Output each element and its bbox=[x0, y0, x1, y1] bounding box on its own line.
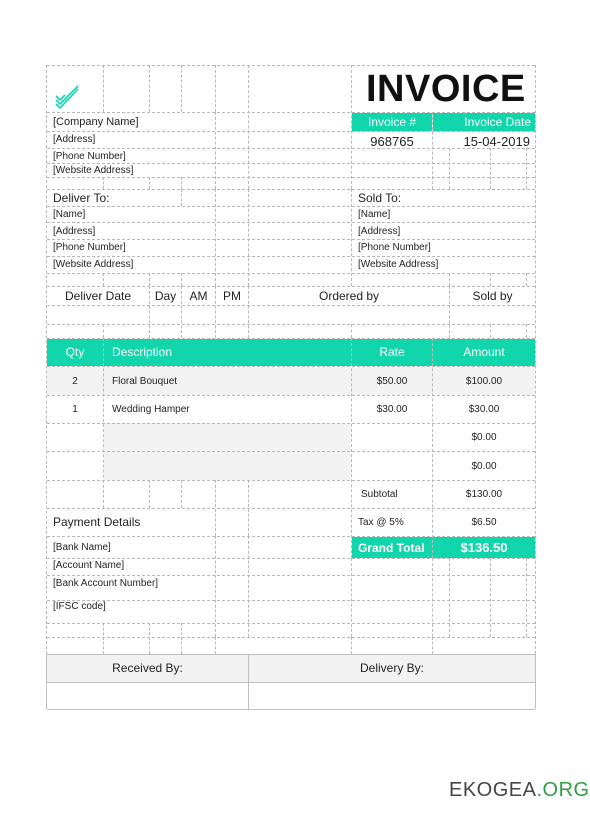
account-number: [Bank Account Number] bbox=[53, 578, 159, 589]
bank-name: [Bank Name] bbox=[53, 542, 111, 553]
item-amount: $100.00 bbox=[465, 376, 503, 387]
ordered-by-header: Ordered by bbox=[318, 289, 380, 303]
sold-to-name: [Name] bbox=[358, 209, 391, 220]
subtotal-value: $130.00 bbox=[465, 489, 503, 500]
deliver-to-address: [Address] bbox=[53, 226, 96, 237]
company-logo-icon bbox=[53, 83, 81, 111]
invoice-number-value: 968765 bbox=[370, 134, 414, 149]
company-address: [Address] bbox=[53, 134, 96, 145]
payment-details-heading: Payment Details bbox=[53, 515, 141, 529]
sold-to-heading: Sold To: bbox=[358, 191, 402, 205]
pm-header: PM bbox=[223, 289, 241, 303]
invoice-number-label: Invoice # bbox=[367, 115, 417, 129]
item-amount: $30.00 bbox=[468, 404, 500, 415]
delivery-by-label: Delivery By: bbox=[359, 661, 424, 675]
deliver-date-header: Deliver Date bbox=[64, 289, 132, 303]
item-amount: $0.00 bbox=[471, 432, 497, 443]
tax-value: $6.50 bbox=[471, 517, 497, 528]
deliver-to-phone: [Phone Number] bbox=[53, 242, 126, 253]
sold-to-address: [Address] bbox=[358, 226, 401, 237]
sold-to-website: [Website Address] bbox=[358, 259, 439, 270]
qty-header: Qty bbox=[65, 345, 85, 359]
grand-total-value: $136.50 bbox=[460, 540, 508, 555]
item-rate: $30.00 bbox=[376, 404, 408, 415]
amount-header: Amount bbox=[463, 345, 505, 359]
item-qty: 2 bbox=[72, 376, 78, 387]
watermark-part2: .ORG bbox=[536, 779, 590, 801]
deliver-to-website: [Website Address] bbox=[53, 259, 134, 270]
company-website: [Website Address] bbox=[53, 165, 134, 176]
item-amount: $0.00 bbox=[471, 461, 497, 472]
grand-total-label: Grand Total bbox=[358, 541, 425, 555]
sold-by-header: Sold by bbox=[472, 289, 513, 303]
watermark-part1: EKOGEA bbox=[449, 779, 537, 801]
item-rate: $50.00 bbox=[376, 376, 408, 387]
day-header: Day bbox=[154, 289, 177, 303]
tax-label: Tax @ 5% bbox=[358, 517, 404, 528]
invoice-date-label: Invoice Date bbox=[464, 115, 531, 129]
deliver-to-name: [Name] bbox=[53, 209, 86, 220]
item-qty: 1 bbox=[72, 404, 78, 415]
company-phone: [Phone Number] bbox=[53, 151, 126, 162]
ifsc-code: [IFSC code] bbox=[53, 601, 106, 612]
am-header: AM bbox=[189, 289, 208, 303]
deliver-to-heading: Deliver To: bbox=[53, 191, 110, 205]
rate-header: Rate bbox=[379, 345, 405, 359]
received-by-label: Received By: bbox=[112, 661, 183, 675]
invoice-title: INVOICE bbox=[366, 68, 526, 110]
item-description: Wedding Hamper bbox=[112, 404, 190, 415]
site-watermark bbox=[449, 780, 590, 800]
company-name: [Company Name] bbox=[53, 116, 139, 128]
subtotal-label: Subtotal bbox=[361, 489, 398, 500]
account-name: [Account Name] bbox=[53, 560, 125, 571]
description-header: Description bbox=[112, 345, 173, 359]
invoice-date-value: 15-04-2019 bbox=[463, 134, 530, 149]
sold-to-phone: [Phone Number] bbox=[358, 242, 431, 253]
item-description: Floral Bouquet bbox=[112, 376, 178, 387]
